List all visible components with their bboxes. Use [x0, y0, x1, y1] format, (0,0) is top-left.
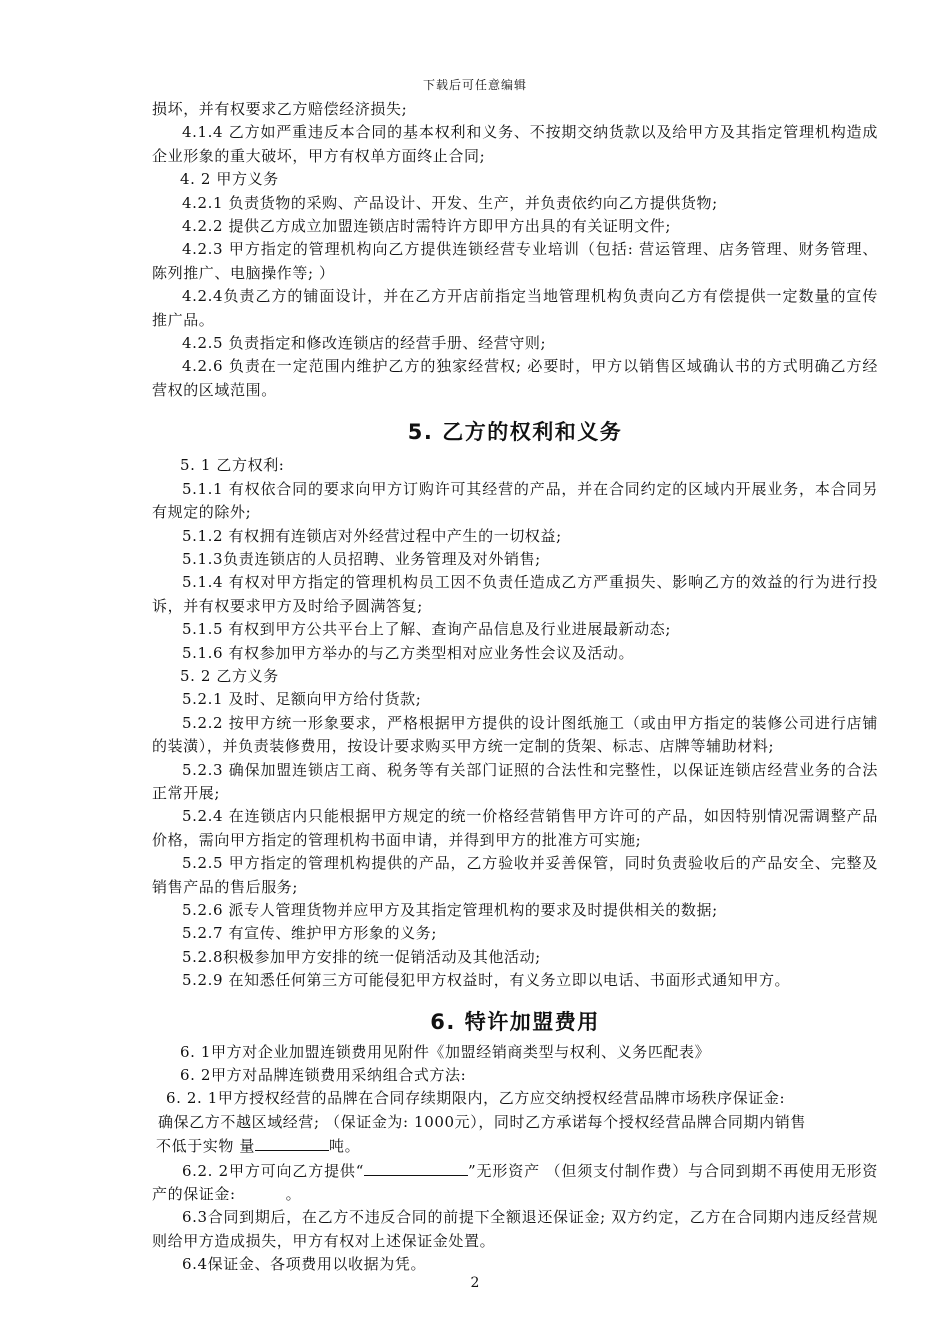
intangible-text: ”无形资产 （但须支付制作费）与合同到期不再使用无形资产的保证金:	[152, 1161, 879, 1204]
intangible-prefix: 6.2. 2甲方可向乙方提供“	[182, 1161, 365, 1180]
page-header: 下载后可任意编辑	[422, 78, 527, 92]
clause-5-2-8: 5.2.8积极参加甲方安排的统一促销活动及其他活动;	[182, 947, 541, 966]
clause-5-2-2: 5.2.2 按甲方统一形象要求，严格根据甲方提供的设计图纸施工（或由甲方指定的装修公司进行店铺的装潢），并负责装修费用，按设计要求购买甲方统一定制的货架、标志、店牌等辅助材料;	[152, 713, 878, 756]
intangible-blank	[364, 1159, 468, 1176]
clause-5-1-5: 5.1.5 有权到甲方公共平台上了解、查询产品信息及行业进展最新动态;	[182, 620, 671, 639]
document-body	[152, 98, 878, 1277]
clause-5-1-4: 5.1.4 有权对甲方指定的管理机构员工因不负责任造成乙方严重损失、影响乙方的效益的行为进行投诉，并有权要求甲方及时给予圆满答复;	[152, 573, 878, 615]
clause-4-2-1: 4.2.1 负责货物的采购、产品设计、开发、生产，并负责依约向乙方提供货物;	[182, 193, 718, 212]
paragraph-4-1-3-continuation: 损坏，并有权要求乙方赔偿经济损失;	[152, 100, 408, 118]
section-6-heading: 6. 特许加盟费用	[430, 1009, 600, 1034]
clause-5-2-7: 5.2.7 有宣传、维护甲方形象的义务;	[182, 924, 437, 943]
clause-6-3: 6.3合同到期后，在乙方不违反合同的前提下全额退还保证金; 双方约定，乙方在合同期内违反经营规则给甲方造成损失，甲方有权对上述保证金处置。	[152, 1208, 878, 1250]
clause-6-4: 6.4保证金、各项费用以收据为凭。	[182, 1255, 427, 1274]
clause-5-1-6: 5.1.6 有权参加甲方举办的与乙方类型相对应业务性会议及活动。	[182, 643, 635, 662]
clause-4-2-heading: 4. 2 甲方义务	[180, 170, 279, 189]
clause-6-2-1: 6. 2. 1甲方授权经营的品牌在合同存续期限内，乙方应交纳授权经营品牌市场秩序保证金:	[166, 1089, 786, 1108]
clause-4-2-3: 4.2.3 甲方指定的管理机构向乙方提供连锁经营专业培训（包括: 营运管理、店务管理、财务管理、陈列推广、电脑操作等; ）	[152, 240, 878, 282]
clause-4-2-5: 4.2.5 负责指定和修改连锁店的经营手册、经营守则;	[182, 334, 547, 353]
clause-5-2-3: 5.2.3 确保加盟连锁店工商、税务等有关部门证照的合法性和完整性，以保证连锁店经营业务的合法正常开展;	[152, 760, 878, 802]
clause-5-2-5: 5.2.5 甲方指定的管理机构提供的产品，乙方验收并妥善保管，同时负责验收后的产品安全、完整及销售产品的售后服务;	[152, 854, 878, 896]
clause-5-2-1: 5.2.1 及时、足额向甲方给付货款;	[182, 690, 422, 709]
clause-6-2-1-line3	[152, 1134, 878, 1158]
clause-5-1-2: 5.1.2 有权拥有连锁店对外经营过程中产生的一切权益;	[182, 526, 562, 545]
quantity-blank	[255, 1134, 329, 1151]
clause-5-1-1: 5.1.1 有权依合同的要求向甲方订购许可其经营的产品，并在合同约定的区域内开展业务，本合同另有规定的除外;	[152, 479, 878, 522]
clause-4-1-4: 4.1.4 乙方如严重违反本合同的基本权利和义务、不按期交纳货款以及给甲方及其指定管理机构造成企业形象的重大破坏，甲方有权单方面终止合同;	[152, 123, 878, 165]
clause-5-2-9: 5.2.9 在知悉任何第三方可能侵犯甲方权益时，有义务立即以电话、书面形式通知甲方。	[182, 971, 791, 990]
intangible-end: 。	[285, 1185, 302, 1204]
clause-6-2-1-line2: 确保乙方不越区域经营; （保证金为: 1000元），同时乙方承诺每个授权经营品牌合同期内销售	[158, 1112, 806, 1131]
clause-6-1: 6. 1甲方对企业加盟连锁费用见附件《加盟经销商类型与权利、义务匹配表》	[180, 1042, 711, 1061]
page-number: 2	[470, 1275, 480, 1291]
clause-5-1-3: 5.1.3负责连锁店的人员招聘、业务管理及对外销售;	[182, 549, 541, 568]
clause-6-2-2	[152, 1159, 878, 1207]
quantity-prefix: 不低于实物 量	[156, 1137, 255, 1156]
clause-5-1-heading: 5. 1 乙方权利:	[180, 456, 285, 475]
clause-4-2-4: 4.2.4负责乙方的铺面设计，并在乙方开店前指定当地管理机构负责向乙方有偿提供一定数量的宣传推广品。	[152, 287, 878, 329]
section-5-heading: 5. 乙方的权利和义务	[407, 420, 623, 445]
clause-4-2-2: 4.2.2 提供乙方成立加盟连锁店时需特许方即甲方出具的有关证明文件;	[182, 217, 671, 236]
clause-4-2-6: 4.2.6 负责在一定范围内维护乙方的独家经营权; 必要时，甲方以销售区域确认书的方式明确乙方经营权的区域范围。	[152, 357, 878, 399]
clause-5-2-6: 5.2.6 派专人管理货物并应甲方及其指定管理机构的要求及时提供相关的数据;	[182, 901, 718, 919]
clause-5-2-4: 5.2.4 在连锁店内只能根据甲方规定的统一价格经营销售甲方许可的产品，如因特别情况需调整产品价格，需向甲方指定的管理机构书面申请，并得到甲方的批准方可实施;	[152, 807, 878, 849]
clause-5-2-heading: 5. 2 乙方义务	[180, 666, 279, 685]
quantity-suffix: 吨。	[328, 1137, 361, 1156]
clause-6-2: 6. 2甲方对品牌连锁费用采纳组合式方法:	[180, 1066, 467, 1085]
